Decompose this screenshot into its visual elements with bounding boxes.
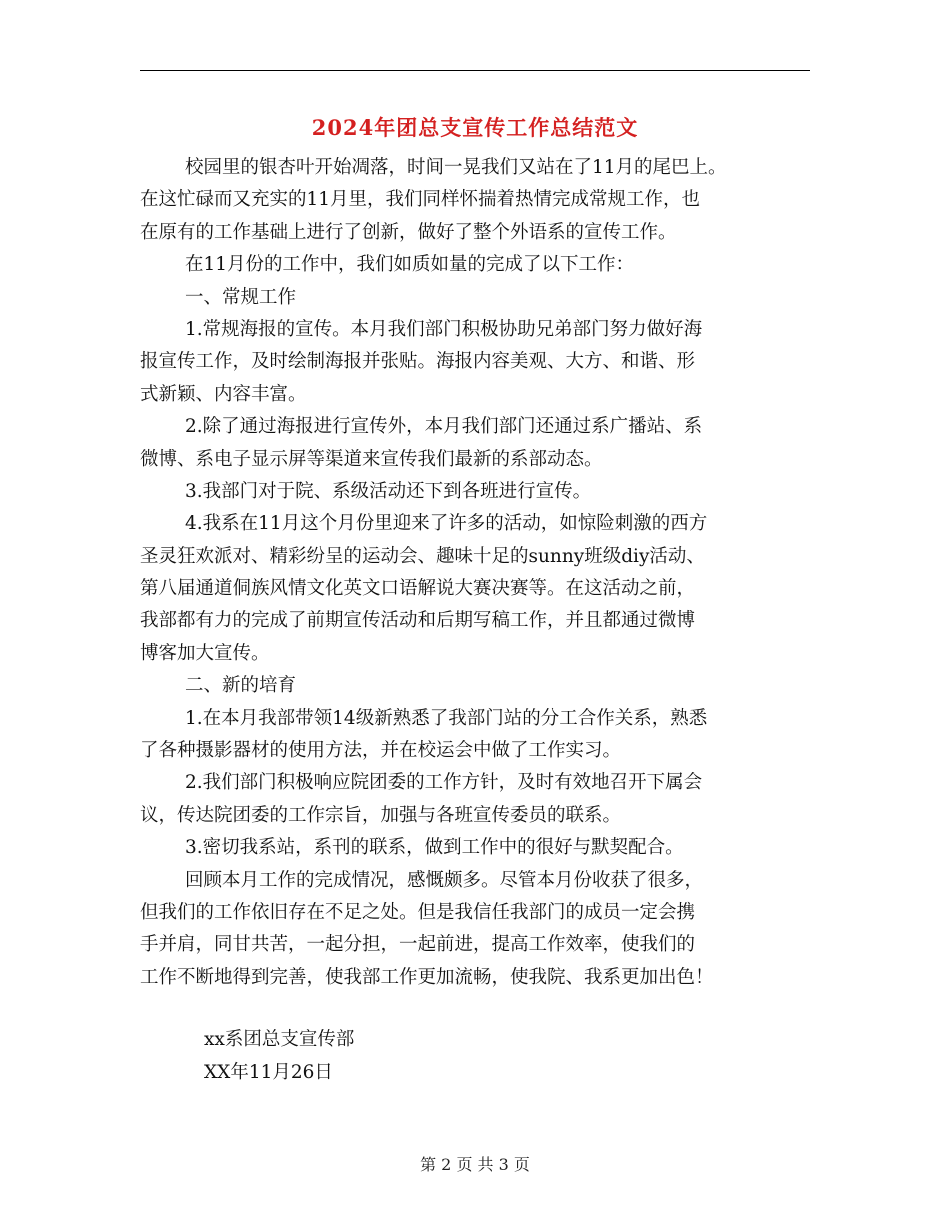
paragraph-line: 博客加大宣传。: [140, 642, 270, 664]
paragraph-line: 了各种摄影器材的使用方法，并在校运会中做了工作实习。: [140, 740, 622, 762]
paragraph-line: 报宣传工作，及时绘制海报并张贴。海报内容美观、大方、和谐、形: [140, 351, 696, 373]
paragraph-line: 3.我部门对于院、系级活动还下到各班进行宣传。: [185, 480, 592, 502]
paragraph-line: 我部都有力的完成了前期宣传活动和后期写稿工作，并且都通过微博: [140, 610, 696, 632]
signature-department: xx系团总支宣传部: [204, 1029, 355, 1051]
paragraph-line: 第八届通道侗族风情文化英文口语解说大赛决赛等。在这活动之前，: [140, 578, 696, 600]
paragraph-line: 式新颖、内容丰富。: [140, 383, 307, 405]
document-body: [140, 152, 815, 1089]
page-number-footer: 第 2 页 共 3 页: [420, 1155, 530, 1174]
signature-date: XX年11月26日: [204, 1061, 333, 1083]
spacer: [140, 994, 815, 1024]
paragraph-line: 2.我们部门积极响应院团委的工作方针，及时有效地召开下属会: [185, 772, 703, 794]
paragraph-line: 但我们的工作依旧存在不足之处。但是我信任我部门的成员一定会携: [140, 901, 696, 923]
header-rule: [140, 70, 810, 71]
paragraph-line: 在11月份的工作中，我们如质如量的完成了以下工作：: [185, 254, 635, 276]
paragraph-line: 议，传达院团委的工作宗旨，加强与各班宣传委员的联系。: [140, 804, 622, 826]
paragraph-line: 回顾本月工作的完成情况，感慨颇多。尽管本月份收获了很多，: [185, 869, 704, 891]
paragraph-line: 在这忙碌而又充实的11月里，我们同样怀揣着热情完成常规工作，也: [140, 189, 701, 211]
paragraph-line: 圣灵狂欢派对、精彩纷呈的运动会、趣味十足的sunny班级diy活动、: [140, 545, 705, 567]
paragraph-line: 3.密切我系站，系刊的联系，做到工作中的很好与默契配合。: [185, 837, 684, 859]
document-title: 2024年团总支宣传工作总结范文: [311, 115, 639, 140]
paragraph-line: 微博、系电子显示屏等渠道来宣传我们最新的系部动态。: [140, 448, 603, 470]
paragraph-line: 1.常规海报的宣传。本月我们部门积极协助兄弟部门努力做好海: [185, 318, 703, 340]
paragraph-line: 2.除了通过海报进行宣传外，本月我们部门还通过系广播站、系: [185, 416, 703, 438]
paragraph-line: 校园里的银杏叶开始凋落，时间一晃我们又站在了11月的尾巴上。: [185, 157, 727, 178]
section-heading: 二、新的培育: [185, 675, 297, 697]
paragraph-line: 1.在本月我部带领14级新熟悉了我部门站的分工合作关系，熟悉: [185, 707, 708, 729]
paragraph-line: 手并肩，同甘共苦，一起分担，一起前进，提高工作效率，使我们的: [140, 934, 696, 956]
section-heading: 一、常规工作: [185, 286, 297, 308]
paragraph-line: 4.我系在11月这个月份里迎来了许多的活动，如惊险刺激的西方: [185, 513, 708, 535]
paragraph-line: 工作不断地得到完善，使我部工作更加流畅，使我院、我系更加出色！: [140, 966, 714, 988]
paragraph-line: 在原有的工作基础上进行了创新，做好了整个外语系的宣传工作。: [140, 221, 677, 243]
